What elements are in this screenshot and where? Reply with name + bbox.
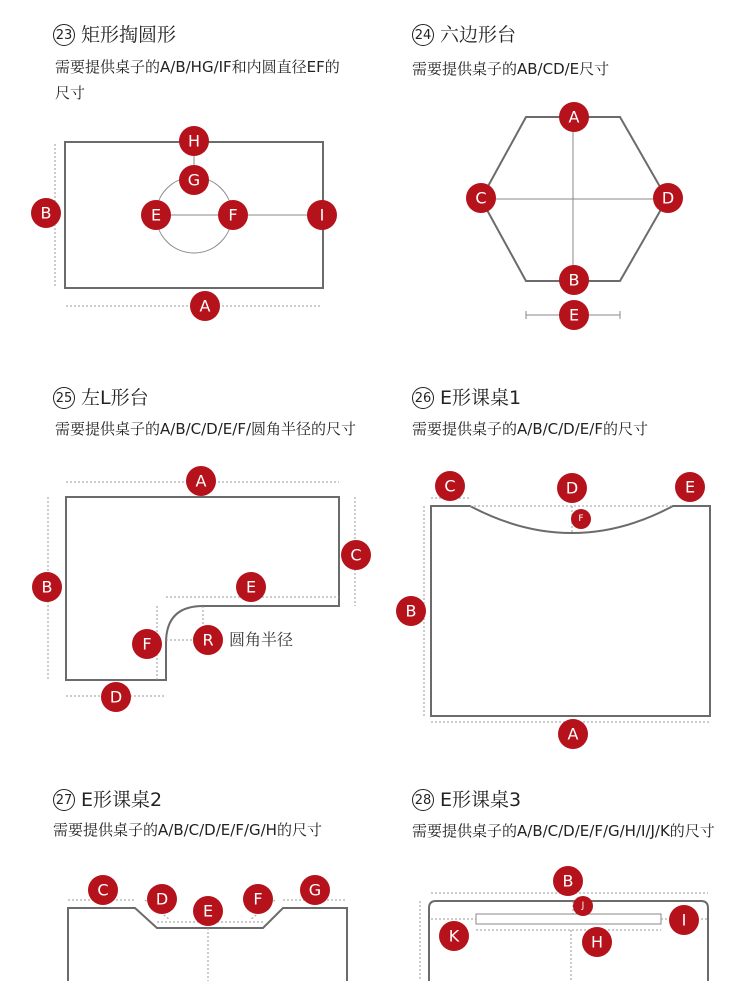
- panel-title-text: 矩形掏圆形: [81, 24, 177, 46]
- table-outline: [429, 901, 708, 981]
- panel-title-text: E形课桌3: [440, 789, 522, 811]
- badge-e: [559, 300, 589, 330]
- svg-text:E: E: [150, 205, 162, 225]
- slot-outline: [476, 914, 661, 924]
- svg-text:J: J: [581, 901, 585, 911]
- panel-description: 需要提供桌子的AB/CD/E尺寸: [412, 60, 610, 78]
- svg-text:D: D: [565, 478, 579, 498]
- svg-text:I: I: [319, 205, 325, 225]
- svg-text:R: R: [202, 630, 214, 650]
- svg-text:A: A: [567, 724, 579, 744]
- badge-f: [571, 509, 591, 529]
- table-outline: [431, 506, 710, 716]
- svg-text:B: B: [562, 871, 574, 891]
- badge-d: [101, 682, 131, 712]
- badge-a: [559, 102, 589, 132]
- svg-text:B: B: [405, 601, 417, 621]
- badge-g: [179, 165, 209, 195]
- badge-b: [559, 265, 589, 295]
- panel-description: 需要提供桌子的A/B/C/D/E/F/G/H/I/J/K的尺寸: [412, 822, 715, 840]
- svg-text:F: F: [228, 205, 238, 225]
- badge-r: [193, 625, 223, 655]
- badge-b: [31, 198, 61, 228]
- panel-title-text: 左L形台: [81, 387, 149, 409]
- svg-text:B: B: [40, 203, 52, 223]
- badge-b: [553, 866, 583, 896]
- svg-text:D: D: [155, 889, 169, 909]
- svg-text:E: E: [202, 901, 214, 921]
- svg-text:B: B: [568, 270, 580, 290]
- badge-d: [147, 884, 177, 914]
- badge-h: [179, 126, 209, 156]
- svg-text:I: I: [681, 910, 687, 930]
- badge-c: [88, 875, 118, 905]
- radius-label: 圆角半径: [229, 630, 294, 649]
- badge-c: [435, 471, 465, 501]
- panel-title-text: E形课桌2: [81, 789, 163, 811]
- badge-h: [582, 927, 612, 957]
- svg-text:D: D: [661, 188, 675, 208]
- badge-j: [573, 896, 593, 916]
- badge-f: [218, 200, 248, 230]
- diagram-l-shape: [32, 466, 371, 712]
- badge-f: [243, 884, 273, 914]
- badge-e: [193, 896, 223, 926]
- svg-text:F: F: [578, 514, 584, 524]
- panel-title-text: E形课桌1: [440, 387, 522, 409]
- panel-description: 需要提供桌子的A/B/C/D/E/F的尺寸: [412, 420, 648, 438]
- svg-text:F: F: [142, 634, 152, 654]
- diagram-rectangle-circle: [31, 126, 337, 321]
- badge-c: [341, 540, 371, 570]
- diagram-e-desk-3: [420, 866, 708, 981]
- badge-b: [396, 596, 426, 626]
- svg-text:G: G: [187, 170, 201, 190]
- badge-b: [32, 572, 62, 602]
- svg-text:E: E: [245, 577, 257, 597]
- svg-text:E: E: [684, 477, 696, 497]
- badge-a: [558, 719, 588, 749]
- panel-number: 23: [53, 24, 75, 46]
- badge-a: [190, 291, 220, 321]
- svg-text:H: H: [187, 131, 201, 151]
- diagram-e-desk-1: [396, 471, 710, 749]
- badge-f: [132, 629, 162, 659]
- badge-g: [300, 875, 330, 905]
- svg-text:G: G: [308, 880, 322, 900]
- diagram-hexagon: [466, 102, 683, 330]
- badge-e: [141, 200, 171, 230]
- svg-text:C: C: [97, 880, 109, 900]
- diagram-e-desk-2: [68, 875, 347, 981]
- badge-d: [557, 473, 587, 503]
- svg-text:C: C: [475, 188, 487, 208]
- svg-text:K: K: [448, 926, 460, 946]
- badge-c: [466, 183, 496, 213]
- badge-d: [653, 183, 683, 213]
- svg-text:A: A: [195, 471, 207, 491]
- badge-k: [439, 921, 469, 951]
- panel-number: 27: [53, 789, 75, 811]
- svg-text:C: C: [350, 545, 362, 565]
- badge-e: [236, 572, 266, 602]
- badge-a: [186, 466, 216, 496]
- panel-number: 25: [53, 387, 75, 409]
- panel-number: 24: [412, 24, 434, 46]
- badge-e: [675, 472, 705, 502]
- panel-title-text: 六边形台: [440, 24, 517, 46]
- svg-text:F: F: [253, 889, 263, 909]
- svg-text:A: A: [568, 107, 580, 127]
- svg-text:C: C: [444, 476, 456, 496]
- svg-text:H: H: [590, 932, 604, 952]
- svg-text:B: B: [41, 577, 53, 597]
- svg-text:D: D: [109, 687, 123, 707]
- badge-i: [307, 200, 337, 230]
- panel-number: 26: [412, 387, 434, 409]
- svg-text:A: A: [199, 296, 211, 316]
- panel-number: 28: [412, 789, 434, 811]
- panel-description: 需要提供桌子的A/B/C/D/E/F/G/H的尺寸: [53, 821, 322, 839]
- svg-text:E: E: [568, 305, 580, 325]
- panel-description: 需要提供桌子的A/B/HG/IF和内圆直径EF的尺寸: [55, 58, 340, 102]
- panel-description: 需要提供桌子的A/B/C/D/E/F/圆角半径的尺寸: [55, 420, 357, 438]
- badge-i: [669, 905, 699, 935]
